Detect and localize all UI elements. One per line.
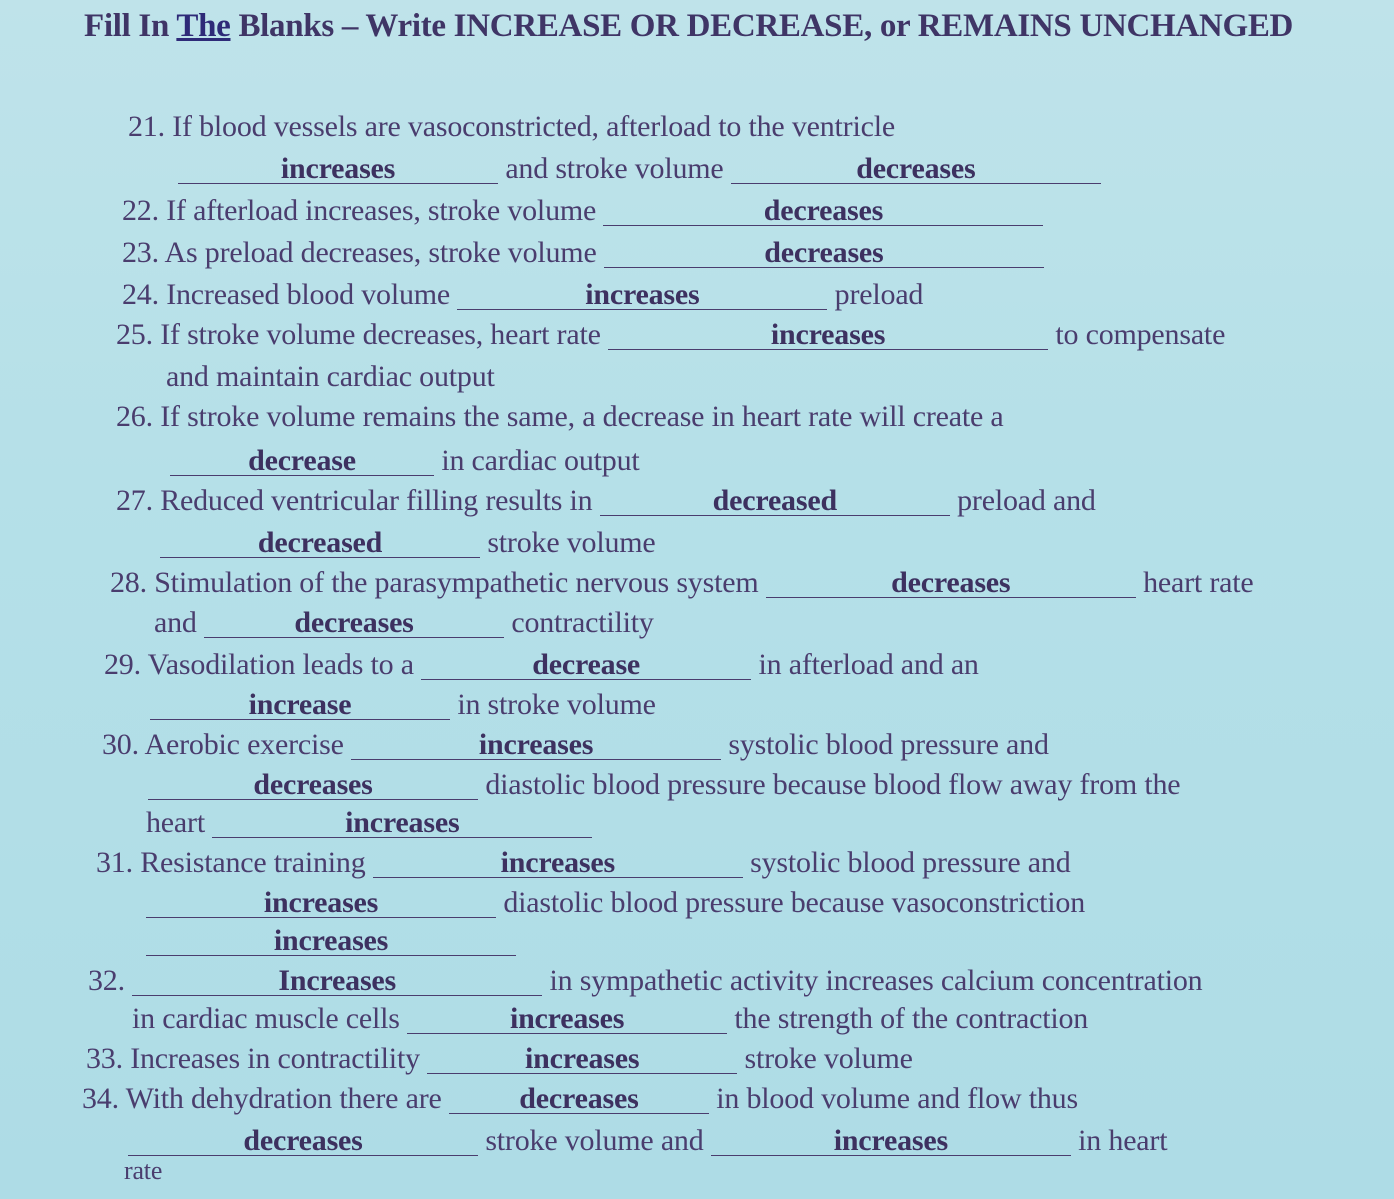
question-text: preload [834, 278, 924, 311]
question-28-line-1 [110, 566, 1254, 600]
answer-blank[interactable]: increases [407, 1005, 727, 1034]
question-text: 28. Stimulation of the parasympathetic nervous system [110, 566, 759, 599]
answer-blank[interactable]: increases [711, 1127, 1071, 1156]
question-text: 26. If stroke volume remains the same, a decrease in heart rate will create a [116, 400, 1004, 433]
question-text: stroke volume and [485, 1124, 704, 1157]
answer-blank[interactable]: increases [212, 809, 592, 838]
answer-blank[interactable]: Increases [132, 967, 542, 996]
question-28-line-2 [154, 606, 654, 640]
question-text: in afterload and an [758, 648, 979, 681]
question-24 [122, 278, 923, 312]
question-32-line-1 [88, 964, 1202, 998]
title-pre: Fill In [84, 8, 177, 44]
question-text: 21. If blood vessels are vasoconstricted, afterload to the ventricle [128, 110, 895, 143]
question-text: preload and [957, 484, 1096, 517]
answer-blank[interactable]: decreases [731, 155, 1101, 184]
question-text: stroke volume [744, 1042, 913, 1075]
question-text: the strength of the contraction [734, 1002, 1089, 1035]
question-text: in sympathetic activity increases calcium concentration [549, 964, 1203, 997]
title-post: Blanks – Write INCREASE OR DECREASE, or REMAINS UNCHANGED [230, 8, 1294, 44]
question-text: 34. With dehydration there are [82, 1082, 442, 1115]
question-text: in cardiac muscle cells [132, 1002, 400, 1035]
question-26-line-2 [170, 444, 640, 478]
answer-blank[interactable]: decreased [600, 487, 950, 516]
question-text: to compensate [1055, 318, 1226, 351]
answer-blank[interactable]: increases [351, 731, 721, 760]
answer-blank[interactable]: increases [427, 1045, 737, 1074]
question-31-line-1 [96, 846, 1071, 880]
question-23 [122, 236, 1044, 270]
question-text: 22. If afterload increases, stroke volume [122, 194, 597, 227]
answer-blank[interactable]: increases [373, 849, 743, 878]
question-text: 33. Increases in contractility [86, 1042, 420, 1075]
question-text: 24. Increased blood volume [122, 278, 451, 311]
question-31-line-2 [146, 886, 1085, 920]
question-text: and maintain cardiac output [166, 360, 495, 393]
answer-blank[interactable]: increase [150, 691, 450, 720]
question-text: 27. Reduced ventricular filling results in [116, 484, 593, 517]
question-22 [122, 194, 1043, 228]
question-text: contractility [511, 606, 654, 639]
question-31-line-3 [146, 924, 516, 958]
worksheet-title [84, 8, 1293, 45]
answer-blank[interactable]: decreases [204, 609, 504, 638]
answer-blank[interactable]: increases [457, 281, 827, 310]
answer-blank[interactable]: increases [608, 321, 1048, 350]
question-text: 25. If stroke volume decreases, heart rate [116, 318, 601, 351]
question-21-line-2 [178, 152, 1101, 186]
answer-blank[interactable]: decreases [449, 1085, 709, 1114]
question-27-line-2 [160, 526, 656, 560]
question-30-line-1 [102, 728, 1049, 762]
question-text: in heart [1078, 1124, 1168, 1157]
question-33 [86, 1042, 913, 1076]
question-text: 23. As preload decreases, stroke volume [122, 236, 597, 269]
question-text: and stroke volume [505, 152, 724, 185]
answer-blank[interactable]: decrease [170, 447, 434, 476]
question-text: systolic blood pressure and [750, 846, 1071, 879]
question-29-line-1 [104, 648, 979, 682]
question-29-line-2 [150, 688, 656, 722]
question-21-line-1 [128, 110, 895, 144]
question-25-line-1 [116, 318, 1225, 352]
answer-blank[interactable]: increases [178, 155, 498, 184]
question-text: in blood volume and flow thus [716, 1082, 1078, 1115]
answer-blank[interactable]: decreases [148, 771, 478, 800]
question-34-line-1 [82, 1082, 1078, 1116]
question-text: 32. [88, 964, 125, 997]
question-30-line-3 [146, 806, 592, 840]
question-text: rate [124, 1156, 163, 1185]
question-text: heart rate [1143, 566, 1254, 599]
question-32-line-2 [132, 1002, 1088, 1036]
answer-blank[interactable]: decreases [766, 569, 1136, 598]
question-text: diastolic blood pressure because vasoconstriction [503, 886, 1086, 919]
answer-blank[interactable]: decreases [128, 1127, 478, 1156]
question-text: stroke volume [487, 526, 656, 559]
question-34-line-3 [124, 1154, 162, 1188]
question-text: 29. Vasodilation leads to a [104, 648, 414, 681]
question-text: diastolic blood pressure because blood flow away from the [485, 768, 1181, 801]
title-underlined: The [176, 8, 231, 44]
question-26-line-1 [116, 400, 1004, 434]
question-text: 30. Aerobic exercise [102, 728, 344, 761]
answer-blank[interactable]: decreased [160, 529, 480, 558]
question-text: heart [146, 806, 205, 839]
answer-blank[interactable]: decreases [603, 197, 1043, 226]
answer-blank[interactable]: decrease [421, 651, 751, 680]
question-27-line-1 [116, 484, 1096, 518]
question-34-line-2 [128, 1124, 1167, 1158]
question-30-line-2 [148, 768, 1180, 802]
question-text: in stroke volume [457, 688, 656, 721]
answer-blank[interactable]: increases [146, 889, 496, 918]
question-text: 31. Resistance training [96, 846, 366, 879]
question-25-line-2 [166, 360, 495, 394]
question-text: in cardiac output [441, 444, 640, 477]
question-text: and [154, 606, 197, 639]
question-text: systolic blood pressure and [728, 728, 1049, 761]
answer-blank[interactable]: increases [146, 927, 516, 956]
answer-blank[interactable]: decreases [604, 239, 1044, 268]
